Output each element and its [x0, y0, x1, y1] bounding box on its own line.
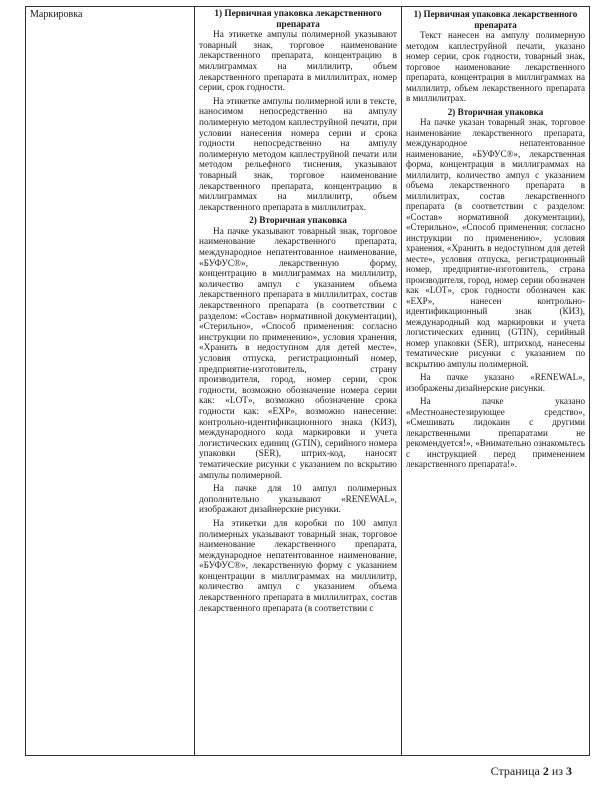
paragraph: На пачке указан товарный знак, торговое наименование лекарственного препарата, международное непатентованное наименование, «БУФУС®», лекарственная форма, концентрация в миллиграммах на миллилитр, количество ампул с указанием объема лекарственного препарата в миллилитрах, состав лекарственного препарата (в соответствии с разделом: «Состав» нормативной документации), «Стерильно», «Способ применения: согласно инструкции по применению», условия хранения, «Хранить в недоступном для детей месте», условия отпуска, регистрационный номер, предприятие-изготовитель, страна производителя, город, номер серии обозначен как «LOT», срок годности обозначен как «EXP», нанесен контрольно-идентификационный знак (КИЗ), международный код маркировки и учета логистических единиц (GTIN), серийный номер упаковки (SER), штрихкод, нанесены тематические рисунки с указанием по вскрытию ампулы полимерной.	[406, 117, 585, 369]
marking-table	[25, 6, 590, 756]
paragraph: На этикетке ампулы полимерной или в тексте, наносимом непосредственно на ампулу полимерную методом каплеструйной печати, при условии нанесения номера серии и срока годности непосредственно на ампулу полимерную методом каплеструйной печати или методом рельефного тиснения, указывают товарный знак, торговое наименование лекарственного препарата, концентрацию в миллиграммах на миллилитр, объем лекарственного препарата в миллилитрах.	[199, 96, 397, 213]
paragraph: Текст нанесен на ампулу полимерную методом каплеструйной печати, указано номер серии, срок годности, товарный знак, торговое наименование лекарственного препарата, концентрация в миллиграммах на миллилитр, объем лекарственного препарата в миллилитрах.	[406, 30, 585, 103]
paragraph: На этикетки для коробки по 100 ампул полимерных указывают товарный знак, торговое наименование лекарственного препарата, международное непатентованное наименование, «БУФУС®», лекарственную форму с указанием концентрации в миллиграммах на миллилитр, количество ампул с указанием объема лекарственного препарата в миллилитрах, состав лекарственного препарата (в соответствии с	[199, 518, 397, 614]
result-column	[402, 7, 590, 756]
section-heading: 2) Вторичная упаковка	[447, 106, 544, 117]
page-number	[491, 764, 572, 779]
paragraph: На этикетке ампулы полимерной указывают товарный знак, торговое наименование лекарственного препарата, концентрацию в миллиграммах на миллилитр, объем лекарственного препарата в миллилитрах, номер серии, срок годности.	[199, 30, 397, 94]
table-row	[26, 7, 590, 756]
page-separator: из	[548, 764, 566, 778]
page-prefix: Страница	[490, 764, 543, 778]
total-pages: 3	[566, 764, 572, 778]
section-heading: 2) Вторичная упаковка	[249, 216, 347, 227]
paragraph: На пачке указано «Местноанестезирующее средство», «Смешивать лидокаин с другими лекарственными препаратами не рекомендуется!», «Внимательно ознакомьтесь с инструкцией перед применением лекарственного препарата!».	[406, 396, 585, 469]
row-label: Маркировка	[26, 7, 195, 756]
requirement-column	[195, 7, 402, 756]
paragraph: На пачке для 10 ампул полимерных дополнительно указывают «RENEWAL», изображают дизайнерские рисунки.	[199, 484, 397, 516]
section-heading: 1) Первичная упаковка лекарственного препарата	[413, 9, 578, 30]
section-heading: 1) Первичная упаковка лекарственного препарата	[214, 9, 382, 30]
paragraph: На пачке указано «RENEWAL», изображены дизайнерские рисунки.	[406, 372, 585, 393]
paragraph: На пачке указывают товарный знак, торговое наименование лекарственного препарата, международное непатентованное наименование, «БУФУС®», лекарственную форму, концентрацию в миллиграммах на миллилитр, количество ампул с указанием объема лекарственного препарата в миллилитрах, состав лекарственного препарата (в соответствии с разделом: «Состав» нормативной документации), «Стерильно», «Способ применения: согласно инструкции по применению», условия хранения, «Хранить в недоступном для детей месте», условия отпуска, регистрационный номер, предприятие-изготовитель, страну производителя, город, номер серии, срок годности, возможно обозначение номера серии как: «LOT», возможно обозначение срока годности как: «EXP», возможно нанесение: контрольно-идентификационного знака (КИЗ), международного кода маркировки и учета логистических единиц (GTIN), серийного номера упаковки (SER), штрих-код, наносят тематические рисунки с указанием по вскрытию ампулы полимерной.	[199, 226, 397, 481]
current-page: 2	[542, 764, 549, 778]
